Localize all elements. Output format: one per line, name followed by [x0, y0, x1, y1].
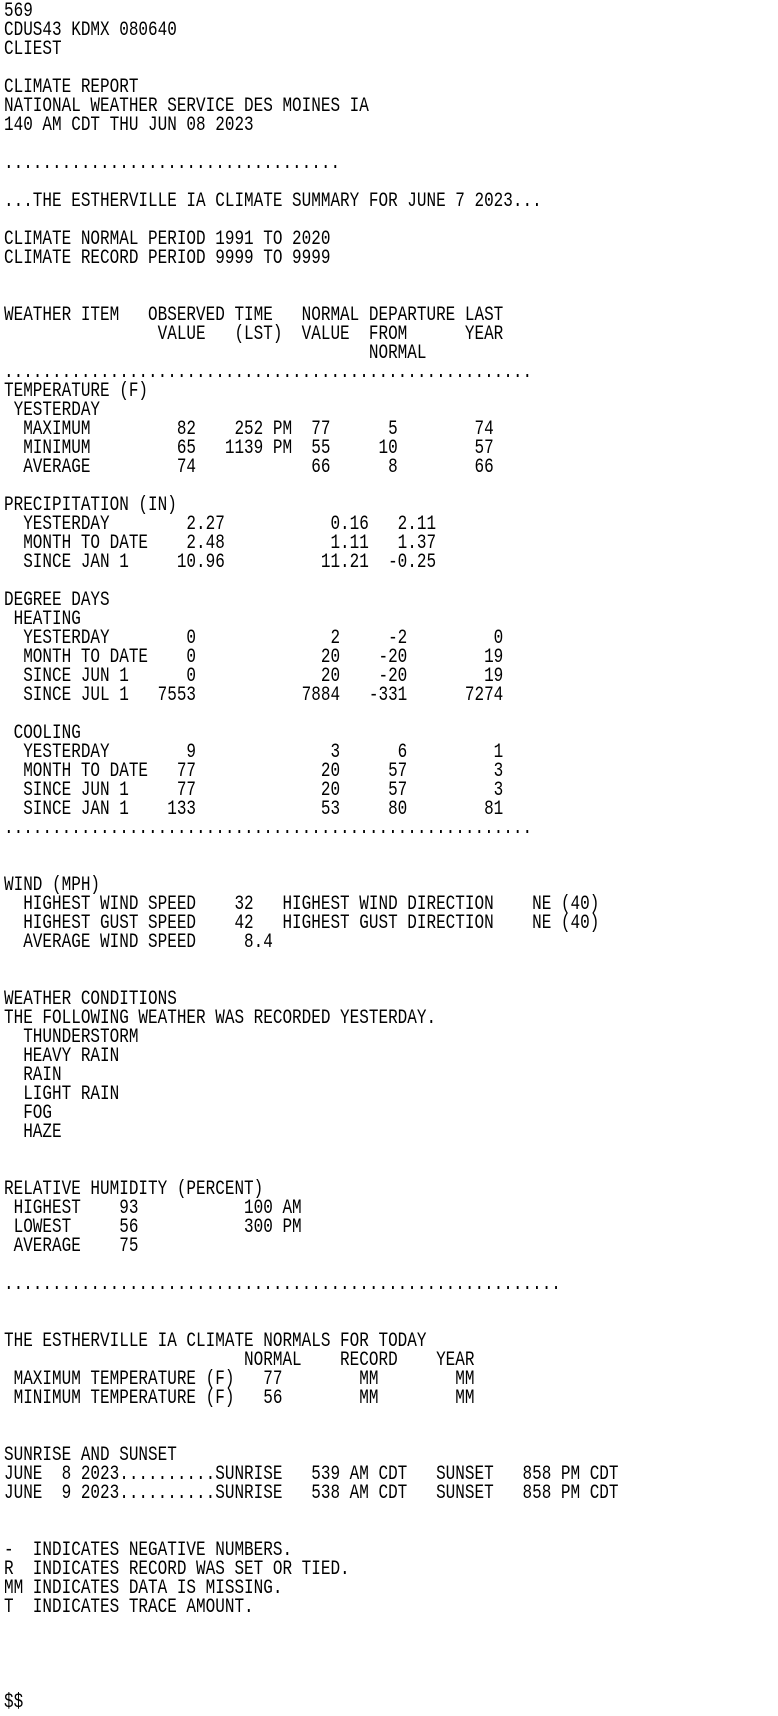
- report-line: RAIN: [4, 1064, 62, 1087]
- report-line: WIND (MPH): [4, 874, 101, 897]
- report-line: HIGHEST GUST SPEED 42 HIGHEST GUST DIRECTION NE (40): [4, 912, 600, 935]
- report-line: TEMPERATURE (F): [4, 380, 149, 403]
- report-line: ..........................................................: [4, 1273, 561, 1296]
- report-line: DEGREE DAYS: [4, 589, 110, 612]
- report-line: NORMAL: [4, 342, 427, 365]
- report-line: .......................................................: [4, 361, 533, 384]
- report-line: [4, 1503, 622, 1522]
- report-line: AVERAGE 75: [4, 1235, 139, 1258]
- report-line: LIGHT RAIN: [4, 1083, 120, 1106]
- report-line: CLIMATE REPORT: [4, 76, 139, 99]
- report-line: CLIMATE RECORD PERIOD 9999 TO 9999: [4, 247, 331, 270]
- report-line: SINCE JUN 1 77 20 57 3: [4, 779, 504, 802]
- report-line: VALUE (LST) VALUE FROM YEAR: [4, 323, 504, 346]
- report-line: JUNE 9 2023..........SUNRISE 538 AM CDT SUNSET 858 PM CDT: [4, 1482, 619, 1505]
- report-line: [4, 1408, 622, 1427]
- report-line: MONTH TO DATE 0 20 -20 19: [4, 646, 504, 669]
- report-line: CDUS43 KDMX 080640: [4, 19, 177, 42]
- report-line: CLIMATE NORMAL PERIOD 1991 TO 2020: [4, 228, 331, 251]
- report-line: COOLING: [4, 722, 81, 745]
- report-line: THE ESTHERVILLE IA CLIMATE NORMALS FOR TODAY: [4, 1330, 427, 1353]
- report-line: 140 AM CDT THU JUN 08 2023: [4, 114, 254, 137]
- report-line: YESTERDAY: [4, 399, 101, 422]
- report-line: RELATIVE HUMIDITY (PERCENT): [4, 1178, 264, 1201]
- report-line: SINCE JAN 1 133 53 80 81: [4, 798, 504, 821]
- report-line: FOG: [4, 1102, 53, 1125]
- report-line: [4, 1655, 622, 1674]
- report-line: R INDICATES RECORD WAS SET OR TIED.: [4, 1558, 350, 1581]
- report-line: HIGHEST 93 100 AM: [4, 1197, 302, 1220]
- report-line: THE FOLLOWING WEATHER WAS RECORDED YESTERDAY.: [4, 1007, 437, 1030]
- report-line: CLIEST: [4, 38, 62, 61]
- report-line: SINCE JUL 1 7553 7884 -331 7274: [4, 684, 504, 707]
- report-line: T INDICATES TRACE AMOUNT.: [4, 1596, 254, 1619]
- report-line: YESTERDAY 2.27 0.16 2.11: [4, 513, 437, 536]
- report-line: [4, 268, 622, 287]
- report-line: YESTERDAY 9 3 6 1: [4, 741, 504, 764]
- report-line: LOWEST 56 300 PM: [4, 1216, 302, 1239]
- report-line: HEATING: [4, 608, 81, 631]
- report-line: [4, 1294, 622, 1313]
- report-line: SINCE JUN 1 0 20 -20 19: [4, 665, 504, 688]
- report-line: [4, 1617, 622, 1636]
- report-line: [4, 1636, 622, 1655]
- report-line: ...................................: [4, 152, 341, 175]
- report-line: 569: [4, 0, 33, 23]
- report-line: AVERAGE WIND SPEED 8.4: [4, 931, 273, 954]
- report-line: HIGHEST WIND SPEED 32 HIGHEST WIND DIRECTION NE (40): [4, 893, 600, 916]
- report-line: [4, 838, 622, 857]
- report-line: NORMAL RECORD YEAR: [4, 1349, 475, 1372]
- report-line: MONTH TO DATE 2.48 1.11 1.37: [4, 532, 437, 555]
- report-line: THUNDERSTORM: [4, 1026, 139, 1049]
- report-line: SUNRISE AND SUNSET: [4, 1444, 177, 1467]
- report-line: MAXIMUM 82 252 PM 77 5 74: [4, 418, 494, 441]
- report-line: MONTH TO DATE 77 20 57 3: [4, 760, 504, 783]
- report-line: SINCE JAN 1 10.96 11.21 -0.25: [4, 551, 437, 574]
- report-line: MINIMUM TEMPERATURE (F) 56 MM MM: [4, 1387, 475, 1410]
- report-line: ...THE ESTHERVILLE IA CLIMATE SUMMARY FOR JUNE 7 2023...: [4, 190, 542, 213]
- report-line: AVERAGE 74 66 8 66: [4, 456, 494, 479]
- report-line: $$: [4, 1691, 24, 1714]
- report-line: [4, 1142, 622, 1161]
- report-line: PRECIPITATION (IN): [4, 494, 177, 517]
- report-line: NATIONAL WEATHER SERVICE DES MOINES IA: [4, 95, 369, 118]
- report-line: [4, 705, 622, 724]
- report-line: [4, 1674, 622, 1693]
- report-line: YESTERDAY 0 2 -2 0: [4, 627, 504, 650]
- report-line: - INDICATES NEGATIVE NUMBERS.: [4, 1539, 293, 1562]
- report-line: MM INDICATES DATA IS MISSING.: [4, 1577, 283, 1600]
- report-line: [4, 952, 622, 971]
- report-line: .......................................................: [4, 817, 533, 840]
- report-line: HEAVY RAIN: [4, 1045, 120, 1068]
- report-line: HAZE: [4, 1121, 62, 1144]
- report-line: WEATHER CONDITIONS: [4, 988, 177, 1011]
- report-line: JUNE 8 2023..........SUNRISE 539 AM CDT SUNSET 858 PM CDT: [4, 1463, 619, 1486]
- report-line: MINIMUM 65 1139 PM 55 10 57: [4, 437, 494, 460]
- report-line: WEATHER ITEM OBSERVED TIME NORMAL DEPARTURE LAST: [4, 304, 504, 327]
- report-line: MAXIMUM TEMPERATURE (F) 77 MM MM: [4, 1368, 475, 1391]
